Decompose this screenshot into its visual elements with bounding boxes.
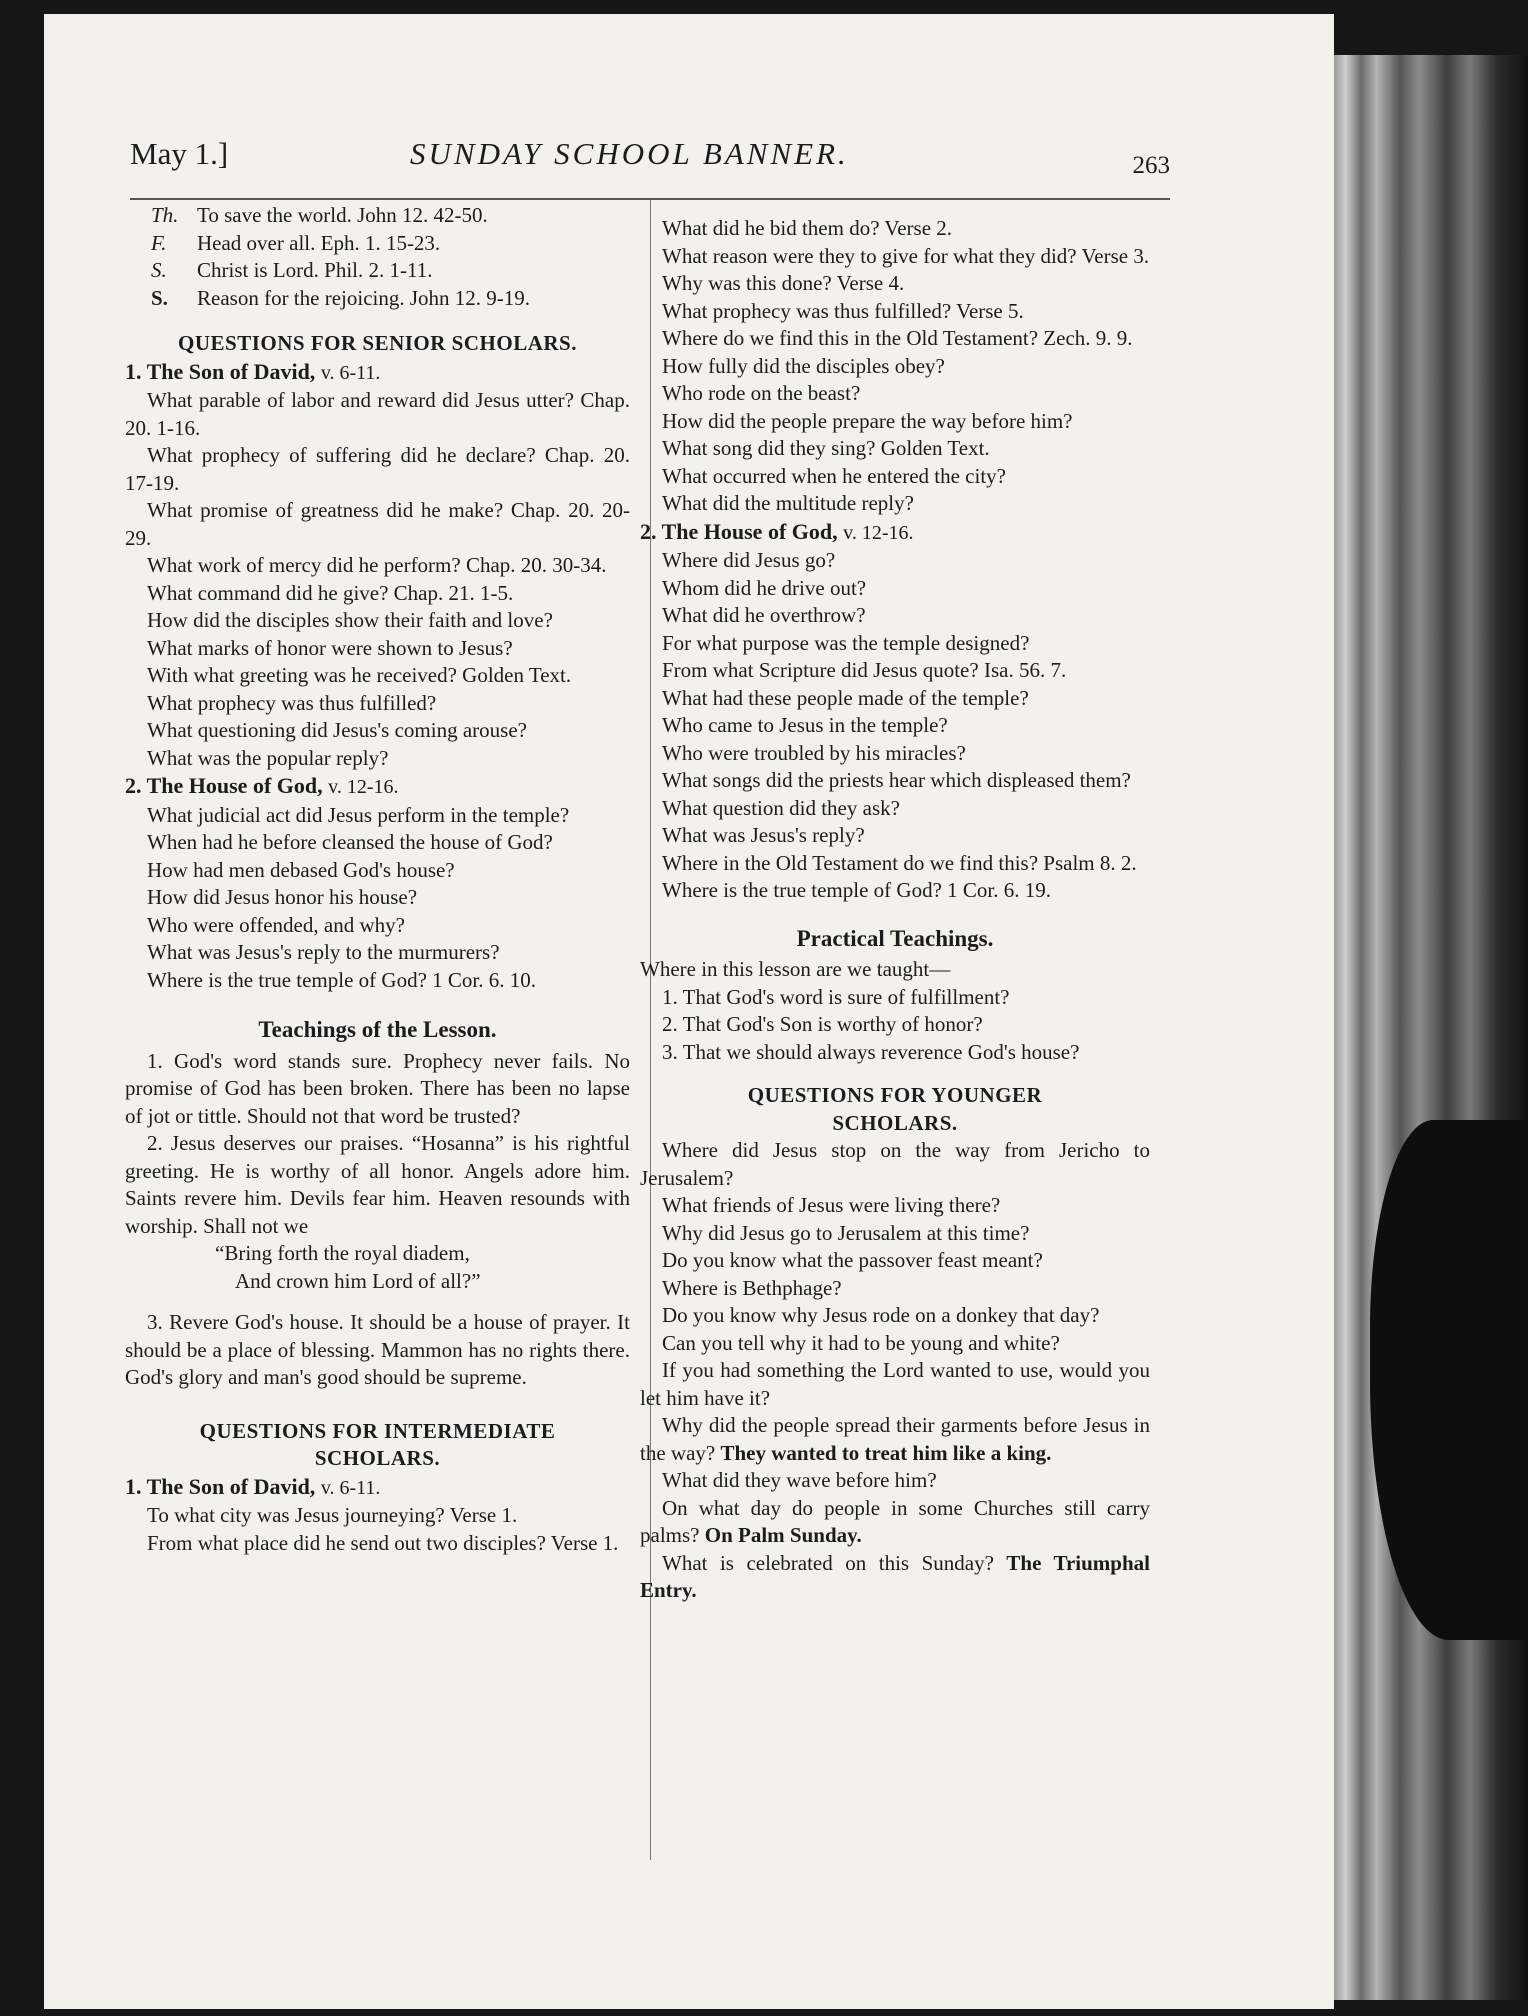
hymn-line: “Bring forth the royal diadem, <box>215 1241 470 1265</box>
running-header <box>130 130 1170 190</box>
question: What friends of Jesus were living there? <box>662 1193 1001 1217</box>
question: For what purpose was the temple designed? <box>662 630 1030 655</box>
question: What song did they sing? Golden Text. <box>662 436 990 460</box>
question: To what city was Jesus journeying? Verse 1. <box>147 1503 518 1527</box>
question: What command did he give? Chap. 21. 1-5. <box>147 580 514 605</box>
question-answer: What did they wave before him? <box>662 1468 937 1492</box>
younger-heading: QUESTIONS FOR YOUNGER SCHOLARS. <box>747 1083 1043 1135</box>
senior-questions-2 <box>125 802 630 995</box>
question: How did the disciples show their faith and love? <box>147 608 553 632</box>
question: What reason were they to give for what they did? Verse 3. <box>662 243 1150 268</box>
question: Who rode on the beast? <box>662 381 861 405</box>
question: Where do we find this in the Old Testament? Zech. 9. 9. <box>662 326 1133 350</box>
reading-item: S. Christ is Lord. Phil. 2. 1-11. <box>151 258 433 282</box>
question: What question did they ask? <box>662 795 900 820</box>
teaching-paragraph: 2. Jesus deserves our praises. “Hosanna” is his rightful greeting. He is worthy of all honor. Angels adore him. Saints revere him. Devils fear him. Heaven resounds with worship. Shall not we <box>125 1131 630 1238</box>
younger-questions <box>640 1137 1150 1605</box>
right-column <box>640 215 1150 1605</box>
teaching-paragraph: 3. Revere God's house. It should be a house of prayer. It should be a place of blessing. Mammon has no rights there. God's glory and man's good should be supreme. <box>125 1310 630 1389</box>
question: What was the popular reply? <box>147 745 389 770</box>
question: Do you know what the passover feast meant? <box>662 1248 1043 1272</box>
reading-item: F. Head over all. Eph. 1. 15-23. <box>151 230 441 255</box>
senior-subheading-1: 1. The Son of David, v. 6-11. <box>125 358 381 384</box>
question: What prophecy was thus fulfilled? <box>147 690 437 715</box>
hymn-line: And crown him Lord of all?” <box>235 1268 481 1293</box>
question: If you had something the Lord wanted to use, would you let him have it? <box>640 1358 1150 1410</box>
question-answer: What is celebrated on this Sunday? The Triumphal Entry. <box>640 1550 1150 1602</box>
gutter-shadow <box>1370 1120 1528 1640</box>
header-title: SUNDAY SCHOOL BANNER. <box>410 136 849 171</box>
question: What did he bid them do? Verse 2. <box>662 216 953 240</box>
question: When had he before cleansed the house of God? <box>147 830 553 854</box>
question: How did the people prepare the way before him? <box>662 408 1073 433</box>
reading-item: S. Reason for the rejoicing. John 12. 9-19. <box>151 285 531 310</box>
question: Who came to Jesus in the temple? <box>662 713 948 737</box>
question: What questioning did Jesus's coming arouse? <box>147 718 527 742</box>
question: What did the multitude reply? <box>662 491 914 515</box>
question: Why did Jesus go to Jerusalem at this time? <box>662 1220 1030 1245</box>
question: What parable of labor and reward did Jesus utter? Chap. 20. 1-16. <box>125 388 630 440</box>
question: What had these people made of the temple? <box>662 685 1029 710</box>
question: How fully did the disciples obey? <box>662 353 945 378</box>
question: What prophecy of suffering did he declare? Chap. 20. 17-19. <box>125 443 630 495</box>
practical-intro: Where in this lesson are we taught— <box>640 957 951 981</box>
practical-item: 3. That we should always reverence God's house? <box>662 1039 1080 1064</box>
teaching-paragraph: 1. God's word stands sure. Prophecy never fails. No promise of God has been broken. There has been no lapse of jot or tittle. Should not that word be trusted? <box>125 1048 630 1128</box>
book-gutter <box>1334 55 1528 2000</box>
question: What was Jesus's reply to the murmurers? <box>147 940 500 964</box>
teachings-heading: Teachings of the Lesson. <box>258 1017 497 1042</box>
intermediate-questions-2 <box>640 547 1150 905</box>
question: From what Scripture did Jesus quote? Isa. 56. 7. <box>662 658 1067 682</box>
intermediate-subheading-2: 2. The House of God, v. 12-16. <box>640 518 914 544</box>
question: How did Jesus honor his house? <box>147 885 418 909</box>
question: From what place did he send out two disciples? Verse 1. <box>147 1530 619 1555</box>
question: Where did Jesus stop on the way from Jericho to Jerusalem? <box>640 1138 1150 1190</box>
senior-subheading-2: 2. The House of God, v. 12-16. <box>125 773 399 798</box>
header-date: May 1.] <box>130 136 229 171</box>
question: What judicial act did Jesus perform in the temple? <box>147 802 570 827</box>
page-number: 263 <box>1132 152 1170 179</box>
question: What songs did the priests hear which displeased them? <box>662 768 1131 792</box>
daily-readings <box>125 202 630 312</box>
question: Where is Bethphage? <box>662 1275 842 1300</box>
question: How had men debased God's house? <box>147 857 455 882</box>
question: What occurred when he entered the city? <box>662 463 1006 488</box>
question: Where in the Old Testament do we find this? Psalm 8. 2. <box>662 850 1137 875</box>
question: Where is the true temple of God? 1 Cor. 6. 19. <box>662 878 1051 902</box>
question: Do you know why Jesus rode on a donkey that day? <box>662 1303 1100 1327</box>
question: Where did Jesus go? <box>662 548 836 572</box>
practical-item: 1. That God's word is sure of fulfillment? <box>662 984 1010 1009</box>
question: What work of mercy did he perform? Chap. 20. 30-34. <box>147 553 607 577</box>
question: Why was this done? Verse 4. <box>662 271 905 295</box>
question: What did he overthrow? <box>662 603 866 627</box>
question: With what greeting was he received? Golden Text. <box>147 663 572 687</box>
reading-item: Th. To save the world. John 12. 42-50. <box>151 203 488 227</box>
practical-item: 2. That God's Son is worthy of honor? <box>662 1012 983 1036</box>
senior-heading: QUESTIONS FOR SENIOR SCHOLARS. <box>178 331 577 355</box>
question: Where is the true temple of God? 1 Cor. 6. 10. <box>147 967 536 992</box>
question: What marks of honor were shown to Jesus? <box>147 635 513 660</box>
senior-questions-1 <box>125 387 630 772</box>
intermediate-questions-1-continued <box>640 215 1150 518</box>
question: What prophecy was thus fulfilled? Verse 5. <box>662 298 1024 323</box>
question: Who were offended, and why? <box>147 912 405 937</box>
left-column <box>125 202 630 1557</box>
practical-heading: Practical Teachings. <box>796 925 994 951</box>
intermediate-heading: QUESTIONS FOR INTERMEDIATE SCHOLARS. <box>199 1418 556 1470</box>
question-answer: On what day do people in some Churches still carry palms? On Palm Sunday. <box>640 1495 1150 1547</box>
question: What promise of greatness did he make? Chap. 20. 20-29. <box>125 498 630 550</box>
intermediate-subheading-1: 1. The Son of David, v. 6-11. <box>125 1473 381 1499</box>
question: Can you tell why it had to be young and white? <box>662 1330 1060 1355</box>
question: Who were troubled by his miracles? <box>662 740 966 765</box>
question: What was Jesus's reply? <box>662 823 865 847</box>
question: Whom did he drive out? <box>662 575 867 600</box>
question-answer: Why did the people spread their garments before Jesus in the way? They wanted to treat him like a king. <box>640 1413 1150 1465</box>
